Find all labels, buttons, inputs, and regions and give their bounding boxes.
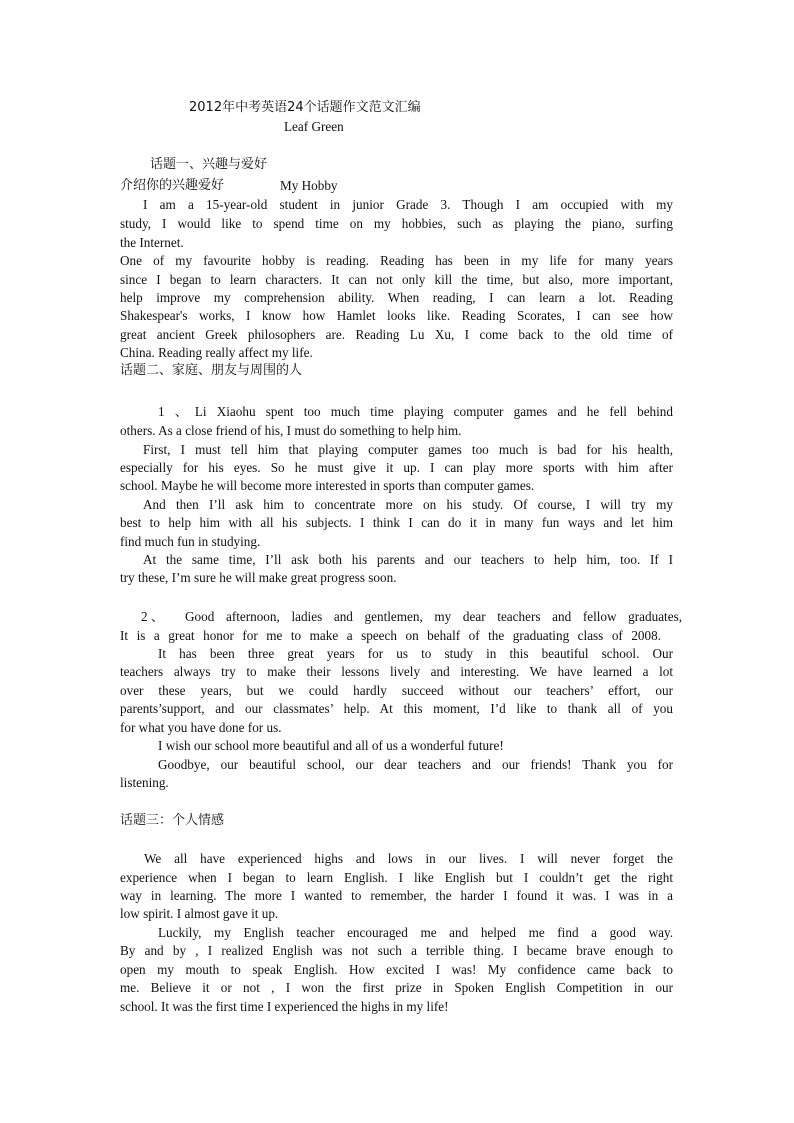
paragraph-line: try these, I’m sure he will make great progress soon. <box>120 570 397 585</box>
paragraph-line: school. Maybe he will become more interested in sports than computer games. <box>120 478 535 493</box>
topic3-heading: 话题三：个人情感 <box>120 813 225 828</box>
topic1-essay-title: My Hobby <box>280 178 338 193</box>
paragraph-line: since I began to learn characters. It can not only kill the time, but also, more important, <box>120 272 673 287</box>
paragraph-line: China. Reading really affect my life. <box>120 345 313 360</box>
paragraph-line: Goodbye, our beautiful school, our dear teachers and our friends! Thank you for <box>158 757 673 772</box>
paragraph-line: others. As a close friend of his, I must do something to help him. <box>120 423 462 438</box>
paragraph-line: I am a 15-year-old student in junior Grade 3. Though I am occupied with my <box>143 197 673 212</box>
paragraph-line: great ancient Greek philosophers are. Reading Lu Xu, I come back to the old time of <box>120 327 673 342</box>
paragraph-line: It has been three great years for us to study in this beautiful school. Our <box>158 646 673 661</box>
paragraph-line: One of my favourite hobby is reading. Reading has been in my life for many years <box>120 253 673 268</box>
topic1-subheading: 介绍你的兴趣爱好 <box>120 178 225 193</box>
paragraph-line: Luckily, my English teacher encouraged me and helped me find a good way. <box>158 925 673 940</box>
document-title: 2012年中考英语24个话题作文范文汇编 <box>189 100 421 115</box>
paragraph-line: study, I would like to spend time on my hobbies, such as playing the piano, surfing <box>120 216 673 231</box>
paragraph-line: 1 、Li Xiaohu spent too much time playing computer games and he fell behind <box>158 404 673 419</box>
paragraph-line: school. It was the first time I experienced the highs in my life! <box>120 999 449 1014</box>
paragraph-line: help improve my comprehension ability. When reading, I can learn a lot. Reading <box>120 290 673 305</box>
paragraph-line: over these years, but we could hardly succeed without our teachers’ effort, our <box>120 683 673 698</box>
paragraph-line: And then I’ll ask him to concentrate more on his study. Of course, I will try my <box>143 497 673 512</box>
paragraph-line: way in learning. The more I wanted to remember, the harder I found it was. I was in a <box>120 888 673 903</box>
paragraph-line: Good afternoon, ladies and gentlemen, my dear teachers and fellow graduates, <box>185 609 682 624</box>
paragraph-line: me. Believe it or not , I won the first prize in Spoken English Competition in our <box>120 980 673 995</box>
document-author: Leaf Green <box>284 119 344 134</box>
paragraph-line: especially for his eyes. So he must give it up. I can play more sports with him after <box>120 460 673 475</box>
topic1-heading: 话题一、兴趣与爱好 <box>150 157 268 172</box>
paragraph-line: listening. <box>120 775 169 790</box>
paragraph-line: low spirit. I almost gave it up. <box>120 906 279 921</box>
paragraph-line: experience when I began to learn English. I like English but I couldn’t get the right <box>120 870 673 885</box>
paragraph-line: It is a great honor for me to make a speech on behalf of the graduating class of 2008. <box>120 628 661 643</box>
paragraph-line: Shakespear's works, I know how Hamlet looks like. Reading Scorates, I can see how <box>120 308 673 323</box>
paragraph-line: the Internet. <box>120 235 184 250</box>
paragraph-line: find much fun in studying. <box>120 534 261 549</box>
paragraph-line: By and by , I realized English was not such a terrible thing. I became brave enough to <box>120 943 673 958</box>
paragraph-line: open my mouth to speak English. How excited I was! My confidence came back to <box>120 962 673 977</box>
paragraph-line: I wish our school more beautiful and all of us a wonderful future! <box>158 738 504 753</box>
paragraph-line: best to help him with all his subjects. I think I can do it in many fun ways and let him <box>120 515 673 530</box>
paragraph-line: parents’support, and our classmates’ help. At this moment, I’d like to thank all of you <box>120 701 673 716</box>
paragraph-line: We all have experienced highs and lows in our lives. I will never forget the <box>144 851 673 866</box>
essay2-number: 2 、 <box>141 609 165 624</box>
paragraph-line: for what you have done for us. <box>120 720 282 735</box>
paragraph-line: First, I must tell him that playing computer games too much is bad for his health, <box>143 442 673 457</box>
paragraph-line: teachers always try to make their lessons lively and interesting. We have learned a lot <box>120 664 673 679</box>
topic2-heading: 话题二、家庭、朋友与周围的人 <box>120 363 303 378</box>
paragraph-line: At the same time, I’ll ask both his parents and our teachers to help him, too. If I <box>143 552 673 567</box>
